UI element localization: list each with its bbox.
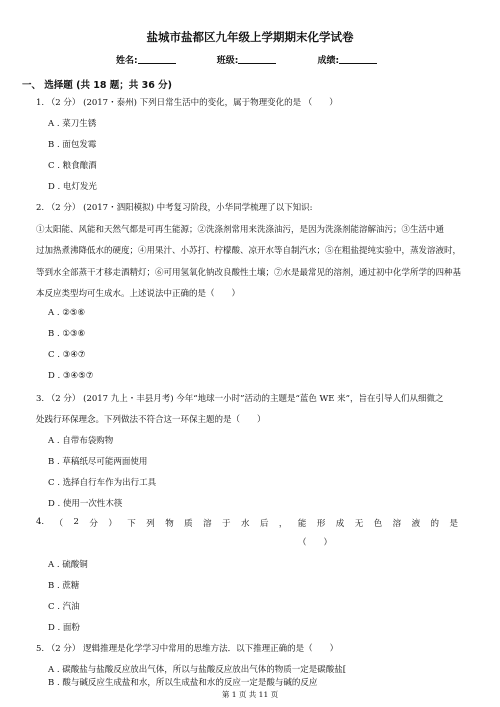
- stem-char: 能: [297, 519, 307, 529]
- stem-char: 成: [335, 519, 345, 529]
- name-blank[interactable]: [138, 54, 176, 64]
- option: A . 硫酸铜: [48, 560, 88, 570]
- class-label: 班级:: [216, 56, 239, 66]
- student-info-row: [116, 53, 406, 66]
- stem-char: 于: [222, 519, 231, 529]
- option: D . ③④⑤⑦: [48, 371, 94, 381]
- question-body-line: 过加热煮沸降低水的硬度；④用果汁、小苏打、柠檬酸、凉开水等自制汽水；⑤在粗盐提纯实验中，蒸发溶液时，: [36, 246, 462, 256]
- section-heading: 一、 选择题 (共 18 题；共 36 分): [22, 80, 172, 91]
- stem-char: 水: [241, 519, 250, 529]
- question-stem: 5. （2 分） 逻辑推理是化学学习中常用的思维方法．以下推理正确的是（ ）: [36, 644, 339, 654]
- option: D . 使用一次性木筷: [48, 499, 123, 509]
- name-label: 姓名:: [116, 56, 138, 66]
- stem-char: 下: [127, 519, 136, 529]
- option: C . 汽油: [48, 602, 80, 612]
- page-number: 第 1 页 共 11 页: [221, 690, 279, 699]
- option: B . ①③⑥: [48, 329, 86, 339]
- option: B . 草稿纸尽可能两面使用: [48, 457, 148, 467]
- stem-char: 4.: [36, 517, 45, 527]
- stem-char: 列: [146, 519, 155, 529]
- stem-char: 形: [316, 519, 326, 529]
- stem-char: 液: [411, 519, 421, 529]
- option: C . 选择自行车作为出行工具: [48, 478, 157, 488]
- stem-char: 是: [449, 519, 458, 529]
- stem-char: ，: [278, 519, 288, 529]
- stem-char: 后: [259, 519, 269, 529]
- question-stem: 1. （2 分） (2017・泰州) 下列日常生活中的变化，属于物理变化的是 （ ）: [36, 98, 338, 108]
- question-body-line: 本反应类型均可生成水。上述说法中正确的是（ ）: [36, 289, 241, 299]
- option: A . ②⑤⑥: [48, 308, 86, 318]
- option: B . 面包发霉: [48, 140, 97, 150]
- stem-char: 分: [89, 519, 98, 529]
- stem-char: ）: [108, 519, 117, 529]
- option: A . 菜刀生锈: [48, 119, 97, 129]
- option: D . 面粉: [48, 623, 80, 633]
- question-stem: 2. （2 分） (2017・泗阳模拟) 中考复习阶段，小华同学梳理了以下知识:: [36, 203, 313, 213]
- question-body-line: ①太阳能、风能和天然气都是可再生能源；②洗涤剂常用来洗涤油污，是因为洗涤剂能溶解油污；③生活中通: [36, 225, 445, 235]
- stem-char: 无: [354, 519, 364, 529]
- option: B . 酸与碱反应生成盐和水，所以生成盐和水的反应一定是酸与碱的反应: [48, 678, 318, 688]
- score-blank[interactable]: [339, 54, 377, 64]
- option: A . 自带布袋购物: [48, 436, 114, 446]
- stem-char: 色: [373, 519, 383, 529]
- question-stem: 3. （2 分） (2017 九上・丰县月考) 今年“地球一小时”活动的主题是“蓝色 WE 来”，旨在引导人们从细微之: [36, 394, 444, 404]
- option: C . ③④⑦: [48, 350, 86, 360]
- page-title: 盐城市盐都区九年级上学期期末化学试卷: [146, 30, 354, 44]
- stem-char: （: [54, 519, 64, 529]
- stem-char: 溶: [392, 519, 402, 529]
- option: B . 蔗糖: [48, 581, 80, 591]
- stem-char: 的: [430, 519, 440, 529]
- question-body-line: 等到水全部蒸干才移走酒精灯；⑥可用氢氧化钠改良酸性土壤；⑦水是最常见的溶剂，通过初中化学所学的四种基: [36, 268, 462, 278]
- option: C . 粮食酿酒: [48, 161, 97, 171]
- question-stem-justified: [36, 517, 458, 529]
- stem-char: 溶: [203, 519, 212, 529]
- stem-char: 质: [184, 519, 193, 529]
- option: D . 电灯发光: [48, 182, 97, 192]
- stem-char: 2: [73, 517, 79, 527]
- score-label: 成绩:: [317, 56, 340, 66]
- class-blank[interactable]: [238, 54, 276, 64]
- option: A . 碳酸盐与盐酸反应放出气体，所以与盐酸反应放出气体的物质一定是碳酸盐[: [48, 665, 347, 675]
- question-body-line: 处践行环保理念。下列做法不符合这一环保主题的是（ ）: [36, 415, 266, 425]
- answer-parenthesis: （ ）: [298, 538, 333, 548]
- stem-char: 物: [165, 519, 174, 529]
